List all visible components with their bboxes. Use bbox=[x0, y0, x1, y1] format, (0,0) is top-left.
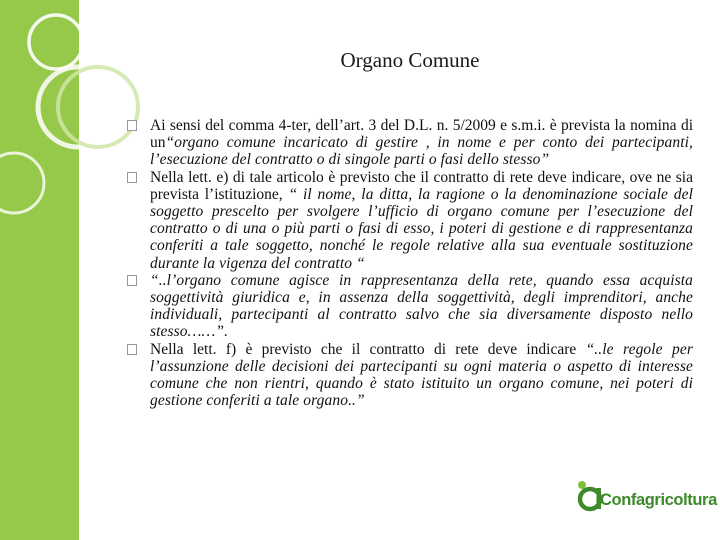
bullet-quote: “organo comune incaricato di gestire , in nome e per conto dei partecipanti, l’esecuzione del contratto o di singole parti o fasi dello stesso” bbox=[150, 134, 693, 169]
slide-title: Organo Comune bbox=[340, 48, 480, 72]
bullet-list bbox=[127, 117, 693, 409]
bullet-item bbox=[127, 272, 693, 341]
bullet-item bbox=[127, 169, 693, 272]
bullet-box-icon bbox=[127, 344, 137, 355]
bullet-text: Nella lett. f) è previsto che il contratto di rete deve indicare bbox=[150, 340, 586, 358]
bullet-item bbox=[127, 117, 693, 169]
bullet-quote: “ il nome, la ditta, la ragione o la denominazione sociale del soggetto prescelto per svolgere l’ufficio di organo comune per l’esecuzione del contratto o di una o più parti o fasi di esso, i poteri di gestione e di rappresentanza conferiti a tale soggetto, nonché le regole relative alla sua eventuale sostituzione durante la vigenza del contratto “ bbox=[150, 185, 693, 272]
bullet-text: Nella lett. e) di tale articolo è previsto che il contratto di rete deve indicare, ove ne sia prevista l’istituzione, bbox=[150, 168, 693, 203]
bullet-box-icon bbox=[127, 120, 137, 131]
logo-text: Confagricoltura bbox=[600, 491, 717, 509]
bullet-text: Ai sensi del comma 4-ter, dell’art. 3 del D.L. n. 5/2009 e s.m.i. è prevista la nomina di un bbox=[150, 117, 693, 152]
bullet-box-icon bbox=[127, 172, 137, 183]
bullet-box-icon bbox=[127, 275, 137, 286]
bullet-quote: “..l’organo comune agisce in rappresentanza della rete, quando essa acquista soggettività giuridica e, in assenza della soggettività, degli imprenditori, anche individuali, partecipanti al contratto salvo che sia diversamente disposto nello stesso……”. bbox=[150, 271, 693, 341]
confagricoltura-logo bbox=[576, 478, 717, 518]
bullet-item bbox=[127, 341, 693, 410]
bullet-quote: “..le regole per l’assunzione delle decisioni dei partecipanti su ogni materia o aspetto di interesse comune che non rientri, quando è stato istituito un organo comune, nei poteri di gestione conferiti a tale organo..” bbox=[150, 340, 694, 410]
